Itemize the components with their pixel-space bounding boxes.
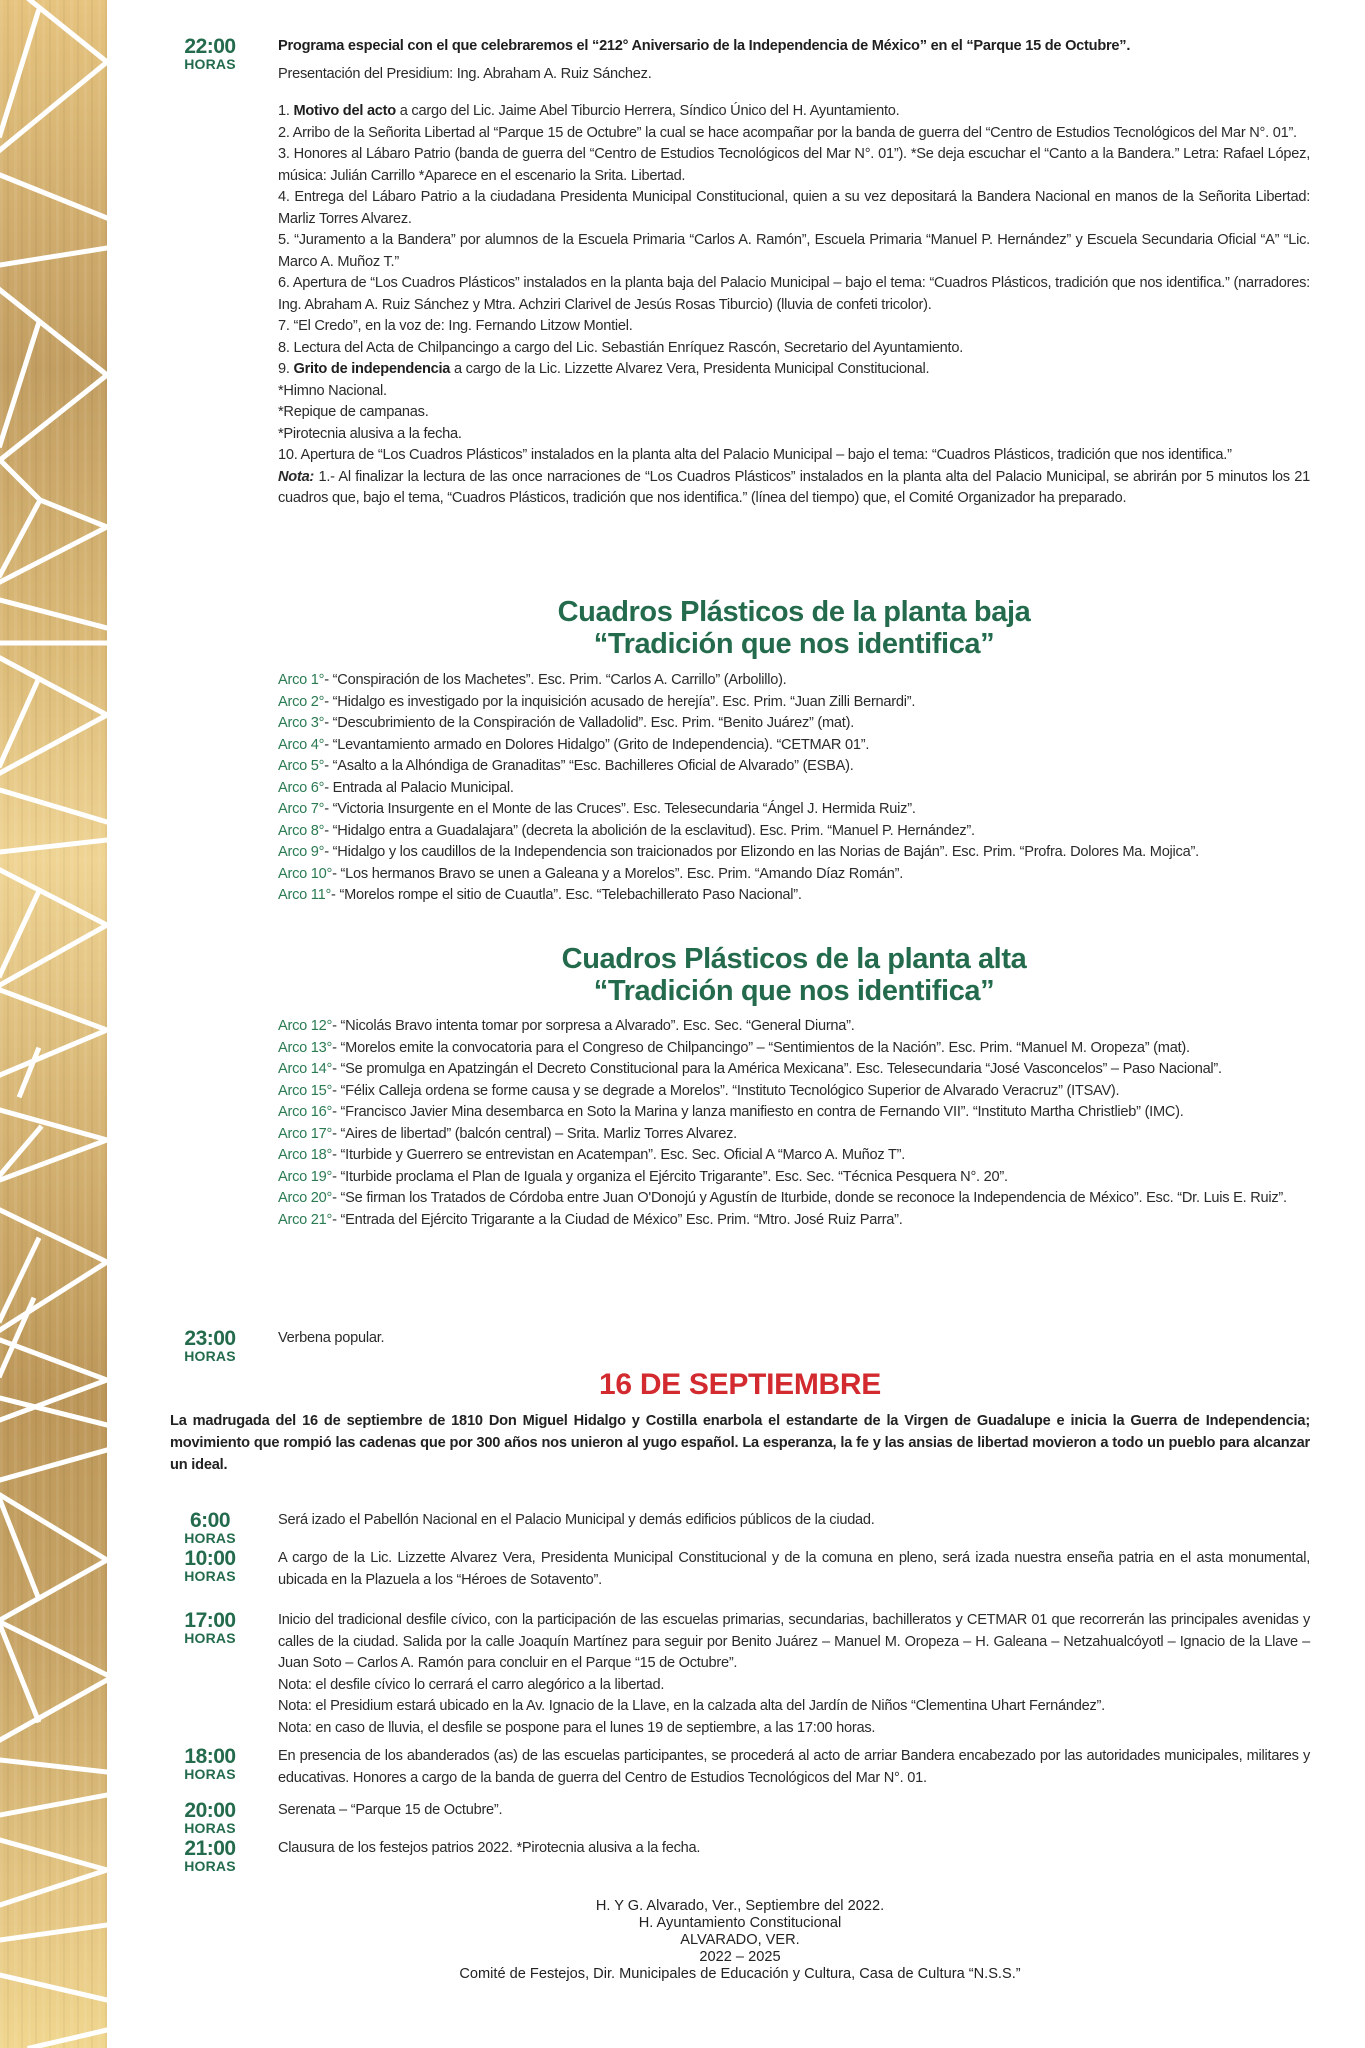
arco-text: - “Entrada del Ejército Trigarante a la Ciudad de México” Esc. Prim. “Mtro. José Ruiz Parra”. xyxy=(332,1211,903,1228)
arco-item xyxy=(278,799,1310,821)
arco-item xyxy=(278,1038,1310,1060)
arco-text: - “Los hermanos Bravo se unen a Galeana y a Morelos”. Esc. Prim. “Amando Díaz Román”. xyxy=(332,865,903,882)
arco-item xyxy=(278,1059,1310,1081)
event-description xyxy=(278,1746,1310,1789)
arco-label: Arco 21° xyxy=(278,1211,333,1228)
arco-item xyxy=(278,842,1310,864)
arco-label: Arco 7° xyxy=(278,801,325,817)
time-value: 18:00 xyxy=(184,1745,236,1768)
program-item: 9. Grito de independencia a cargo de la Lic. Lizzette Alvarez Vera, Presidenta Municipal Constitucional. xyxy=(278,361,930,377)
arco-item xyxy=(278,1167,1310,1189)
program-item: 1. Motivo del acto a cargo del Lic. Jaime Abel Tiburcio Herrera, Síndico Único del H. Ayuntamiento. xyxy=(278,103,900,119)
event-line: En presencia de los abanderados (as) de las escuelas participantes, se procederá al acto de arriar Bandera encabezado por las autoridades municipales, militares y educativas. Honores a cargo de la banda de guerra del Centro de Estudios Tecnológicos del Mar N°. 01. xyxy=(278,1748,1310,1786)
time-unit: HORAS xyxy=(184,1568,236,1584)
arco-item xyxy=(278,1124,1310,1146)
arco-text: - “Asalto a la Alhóndiga de Granaditas” “Esc. Bachilleres Oficial de Alvarado” (ESBA). xyxy=(324,758,854,774)
time-unit: HORAS xyxy=(184,1820,236,1836)
time-unit: HORAS xyxy=(184,1766,236,1782)
arco-label: Arco 18° xyxy=(278,1147,333,1163)
program-item: 6. Apertura de “Los Cuadros Plásticos” instalados en la planta baja del Palacio Municipal – bajo el tema: “Cuadros Plásticos, tradición que nos identifica.” (narradores: Ing. Abraham A. Ruiz Sánchez y Mtra. Achziri Clarivel de Jesús Rosas Tiburcio) (lluvia de confeti tricolor). xyxy=(278,275,1310,313)
footer-ayuntamiento: H. Ayuntamiento Constitucional xyxy=(638,1915,842,1931)
event-line: A cargo de la Lic. Lizzette Alvarez Vera, Presidenta Municipal Constitucional y de la comuna en pleno, será izada nuestra enseña patria en el asta monumental, ubicada en la Plazuela a los “Héroes de Sotavento”. xyxy=(278,1550,1310,1588)
arco-item xyxy=(278,756,1310,778)
event-time-label xyxy=(170,1838,250,1874)
event-line: Inicio del tradicional desfile cívico, con la participación de las escuelas primarias, secundarias, bachilleratos y CETMAR 01 que recorrerán las principales avenidas y calles de la ciudad. Salida por la calle Joaquín Martínez para seguir por Benito Juárez – Manuel M. Oropeza – H. Galeana – Netzahualcóyotl – Ignacio de la Llave – Juan Soto – Carlos A. Ramón para concluir en el Parque “15 de Octubre”. xyxy=(278,1612,1310,1671)
arco-label: Arco 16° xyxy=(278,1104,333,1120)
arco-text: - “Hidalgo y los caudillos de la Independencia son traicionados por Elizondo en las Norias de Baján”. Esc. Prim. “Profra. Dolores Ma. Mojica”. xyxy=(324,844,1199,860)
event-time-label xyxy=(170,1610,250,1646)
arco-text: - “Morelos rompe el sitio de Cuautla”. Esc. “Telebachillerato Paso Nacional”. xyxy=(331,887,802,903)
arco-text: - “Morelos emite la convocatoria para el Congreso de Chilpancingo” – “Sentimientos de la Nación”. Esc. Prim. “Manuel M. Oropeza” (mat). xyxy=(332,1039,1190,1056)
arco-text: - “Levantamiento armado en Dolores Hidalgo” (Grito de Independencia). “CETMAR 01”. xyxy=(324,736,870,753)
program-item: *Himno Nacional. xyxy=(278,382,387,399)
event-description xyxy=(278,1548,1310,1591)
event-time-label xyxy=(170,1800,250,1836)
arco-label: Arco 6° xyxy=(278,779,325,796)
arco-item xyxy=(278,735,1310,757)
arco-item xyxy=(278,864,1310,886)
arco-label: Arco 20° xyxy=(278,1190,333,1206)
arco-text: - “Hidalgo entra a Guadalajara” (decreta la abolición de la esclavitud). Esc. Prim. “Manuel P. Hernández”. xyxy=(324,822,975,839)
arco-text: - “Francisco Javier Mina desembarca en Soto la Marina y lanza manifiesto en contra de Fernando VII”. “Instituto Martha Christlieb” (IMC). xyxy=(332,1104,1184,1120)
time-unit: HORAS xyxy=(184,1348,236,1364)
presidium-line: Presentación del Presidium: Ing. Abraham A. Ruiz Sánchez. xyxy=(278,66,652,82)
arco-label: Arco 1° xyxy=(278,672,325,688)
arco-item xyxy=(278,670,1310,692)
footer-committee: Comité de Festejos, Dir. Municipales de Educación y Cultura, Casa de Cultura “N.S.S.” xyxy=(459,1966,1021,1982)
arco-item xyxy=(278,1081,1310,1103)
event-description xyxy=(278,1610,1310,1739)
event-description xyxy=(278,1838,1310,1860)
arco-item xyxy=(278,1102,1310,1124)
event-line: Nota: en caso de lluvia, el desfile se pospone para el lunes 19 de septiembre, a las 17:00 horas. xyxy=(278,1719,876,1736)
arco-item xyxy=(278,1188,1310,1210)
event-time-label xyxy=(170,1746,250,1782)
arco-label: Arco 11° xyxy=(278,887,332,903)
arco-label: Arco 4° xyxy=(278,736,325,753)
planta-alta-arcos-list xyxy=(278,1016,1310,1231)
arco-label: Arco 12° xyxy=(278,1018,333,1034)
event-description xyxy=(278,1800,1310,1822)
arco-text: - “Nicolás Bravo intenta tomar por sorpresa a Alvarado”. Esc. Sec. “General Diurna”. xyxy=(332,1018,855,1034)
arco-label: Arco 8° xyxy=(278,822,325,839)
footer-signature xyxy=(170,1898,1310,1983)
time-label-22 xyxy=(170,36,250,72)
arco-item xyxy=(278,1145,1310,1167)
arco-label: Arco 5° xyxy=(278,758,325,774)
program-intro: Programa especial con el que celebraremos el “212° Aniversario de la Independencia de México” en el “Parque 15 de Octubre”. xyxy=(278,38,1131,54)
arco-text: - “Aires de libertad” (balcón central) – Srita. Marliz Torres Alvarez. xyxy=(332,1125,737,1142)
arco-item xyxy=(278,1016,1310,1038)
footer-place-date: H. Y G. Alvarado, Ver., Septiembre del 2022. xyxy=(595,1898,885,1914)
day-16-title: 16 DE SEPTIEMBRE xyxy=(599,1368,881,1401)
time-value: 17:00 xyxy=(184,1609,236,1632)
arco-item xyxy=(278,713,1310,735)
arco-item xyxy=(278,692,1310,714)
time-unit: HORAS xyxy=(184,1530,236,1546)
event-description xyxy=(278,1510,1310,1532)
arco-text: - “Iturbide y Guerrero se entrevistan en Acatempan”. Esc. Sec. Oficial A “Marco A. Muñoz T”. xyxy=(332,1147,906,1163)
program-item: 10. Apertura de “Los Cuadros Plásticos” instalados en la planta alta del Palacio Municipal – bajo el tema: “Cuadros Plásticos, tradición que nos identifica.” xyxy=(278,447,1232,463)
arco-item xyxy=(278,821,1310,843)
time-value: 10:00 xyxy=(184,1547,236,1570)
time-label-23 xyxy=(170,1328,250,1364)
time-value: 20:00 xyxy=(184,1799,236,1822)
arco-label: Arco 3° xyxy=(278,715,325,731)
arco-label: Arco 17° xyxy=(278,1125,333,1142)
arco-item xyxy=(278,885,1310,907)
time-unit: HORAS xyxy=(184,56,236,72)
time-value: 6:00 xyxy=(189,1509,231,1532)
arco-text: - “Descubrimiento de la Conspiración de Valladolid”. Esc. Prim. “Benito Juárez” (mat). xyxy=(324,715,855,731)
arco-label: Arco 10° xyxy=(278,865,333,882)
event-time-label xyxy=(170,1548,250,1584)
arco-item xyxy=(278,1210,1310,1232)
arco-text: - “Se promulga en Apatzingán el Decreto Constitucional para la América Mexicana”. Esc. Telesecundaria “José Vasconcelos” – Paso Nacional”. xyxy=(332,1061,1222,1077)
program-item: 7. “El Credo”, en la voz de: Ing. Fernando Litzow Montiel. xyxy=(278,318,633,334)
gold-pattern-graphic xyxy=(0,0,107,2048)
footer-city: ALVARADO, VER. xyxy=(680,1932,800,1948)
event-line: Clausura de los festejos patrios 2022. *Pirotecnia alusiva a la fecha. xyxy=(278,1840,701,1856)
program-items-list xyxy=(278,101,1310,510)
arco-text: - “Se firman los Tratados de Córdoba entre Juan O'Donojú y Agustín de Iturbide, donde se reconoce la Independencia de México”. Esc. “Dr. Luis E. Ruiz”. xyxy=(332,1190,1287,1206)
time-value: 21:00 xyxy=(184,1837,236,1860)
arco-label: Arco 19° xyxy=(278,1168,333,1185)
arco-label: Arco 14° xyxy=(278,1061,333,1077)
planta-alta-title: Cuadros Plásticos de la planta alta “Tradición que nos identifica” xyxy=(561,943,1027,1007)
nota-paragraph: Nota: 1.- Al finalizar la lectura de las once narraciones de “Los Cuadros Plásticos” instalados en la planta alta del Palacio Municipal, se abrirán por 5 minutos los 21 cuadros que, bajo el tema, “Cuadros Plásticos, tradición que nos identifica.” (línea del tiempo) que, el Comité Organizador ha preparado. xyxy=(278,468,1310,506)
time-unit: HORAS xyxy=(184,1630,236,1646)
arco-text: - “Hidalgo es investigado por la inquisición acusado de herejía”. Esc. Prim. “Juan Zilli Bernardi”. xyxy=(324,693,916,710)
footer-term: 2022 – 2025 xyxy=(699,1949,781,1965)
arco-label: Arco 13° xyxy=(278,1039,333,1056)
event-line: Nota: el desfile cívico lo cerrará el carro alegórico a la libertad. xyxy=(278,1676,665,1693)
time-unit: HORAS xyxy=(184,1858,236,1874)
arco-text: - “Iturbide proclama el Plan de Iguala y organiza el Ejército Trigarante”. Esc. Sec. “Técnica Pesquera N°. 20”. xyxy=(332,1168,1008,1185)
gold-geometric-sidebar xyxy=(0,0,107,2048)
program-item: 4. Entrega del Lábaro Patrio a la ciudadana Presidenta Municipal Constitucional, quien a su vez depositará la Bandera Nacional en manos de la Señorita Libertad: Marliz Torres Alvarez. xyxy=(278,189,1310,227)
program-item: *Repique de campanas. xyxy=(278,404,429,420)
arco-text: - “Conspiración de los Machetes”. Esc. Prim. “Carlos A. Carrillo” (Arbolillo). xyxy=(324,672,787,688)
program-item: 2. Arribo de la Señorita Libertad al “Parque 15 de Octubre” la cual se hace acompañar por la banda de guerra del “Centro de Estudios Tecnológicos del Mar N°. 01”. xyxy=(278,124,1297,141)
arco-label: Arco 15° xyxy=(278,1082,333,1099)
event-line: Serenata – “Parque 15 de Octubre”. xyxy=(278,1802,503,1818)
event-line: Será izado el Pabellón Nacional en el Palacio Municipal y demás edificios públicos de la ciudad. xyxy=(278,1512,875,1528)
arco-text: - “Victoria Insurgente en el Monte de las Cruces”. Esc. Telesecundaria “Ángel J. Hermida Ruiz”. xyxy=(324,801,916,817)
program-item: 3. Honores al Lábaro Patrio (banda de guerra del “Centro de Estudios Tecnológicos del Mar N°. 01”). *Se deja escuchar el “Canto a la Bandera.” Letra: Rafael López, música: Julián Carrillo *Aparece en el escenario la Srita. Libertad. xyxy=(278,146,1310,184)
arco-text: - “Félix Calleja ordena se forme causa y se degrade a Morelos”. “Instituto Tecnológico Superior de Alvarado Veracruz” (ITSAV). xyxy=(332,1082,1120,1099)
program-item: *Pirotecnia alusiva a la fecha. xyxy=(278,425,462,442)
day-16-intro: La madrugada del 16 de septiembre de 1810 Don Miguel Hidalgo y Costilla enarbola el estandarte de la Virgen de Guadalupe e inicia la Guerra de Independencia; movimiento que rompió las cadenas que por 300 años nos unieron al yugo español. La esperanza, la fe y las ansias de libertad movieron a todo un pueblo para alcanzar un ideal. xyxy=(170,1413,1310,1473)
time-value: 23:00 xyxy=(184,1327,236,1350)
arco-label: Arco 2° xyxy=(278,693,325,710)
arco-label: Arco 9° xyxy=(278,844,325,860)
planta-baja-arcos-list xyxy=(278,670,1310,907)
event-line: Nota: el Presidium estará ubicado en la Av. Ignacio de la Llave, en la calzada alta del Jardín de Niños “Clementina Uhart Fernández”. xyxy=(278,1698,1105,1714)
event-time-label xyxy=(170,1510,250,1546)
time-value: 22:00 xyxy=(184,35,236,58)
verbena-text: Verbena popular. xyxy=(278,1330,385,1346)
planta-baja-title: Cuadros Plásticos de la planta baja “Tradición que nos identifica” xyxy=(557,596,1031,660)
arco-item xyxy=(278,778,1310,800)
program-item: 5. “Juramento a la Bandera” por alumnos de la Escuela Primaria “Carlos A. Ramón”, Escuela Primaria “Manuel P. Hernández” y Escuela Secundaria Oficial “A” “Lic. Marco A. Muñoz T.” xyxy=(278,232,1310,270)
arco-text: - Entrada al Palacio Municipal. xyxy=(324,779,514,796)
program-item: 8. Lectura del Acta de Chilpancingo a cargo del Lic. Sebastián Enríquez Rascón, Secretario del Ayuntamiento. xyxy=(278,339,964,356)
